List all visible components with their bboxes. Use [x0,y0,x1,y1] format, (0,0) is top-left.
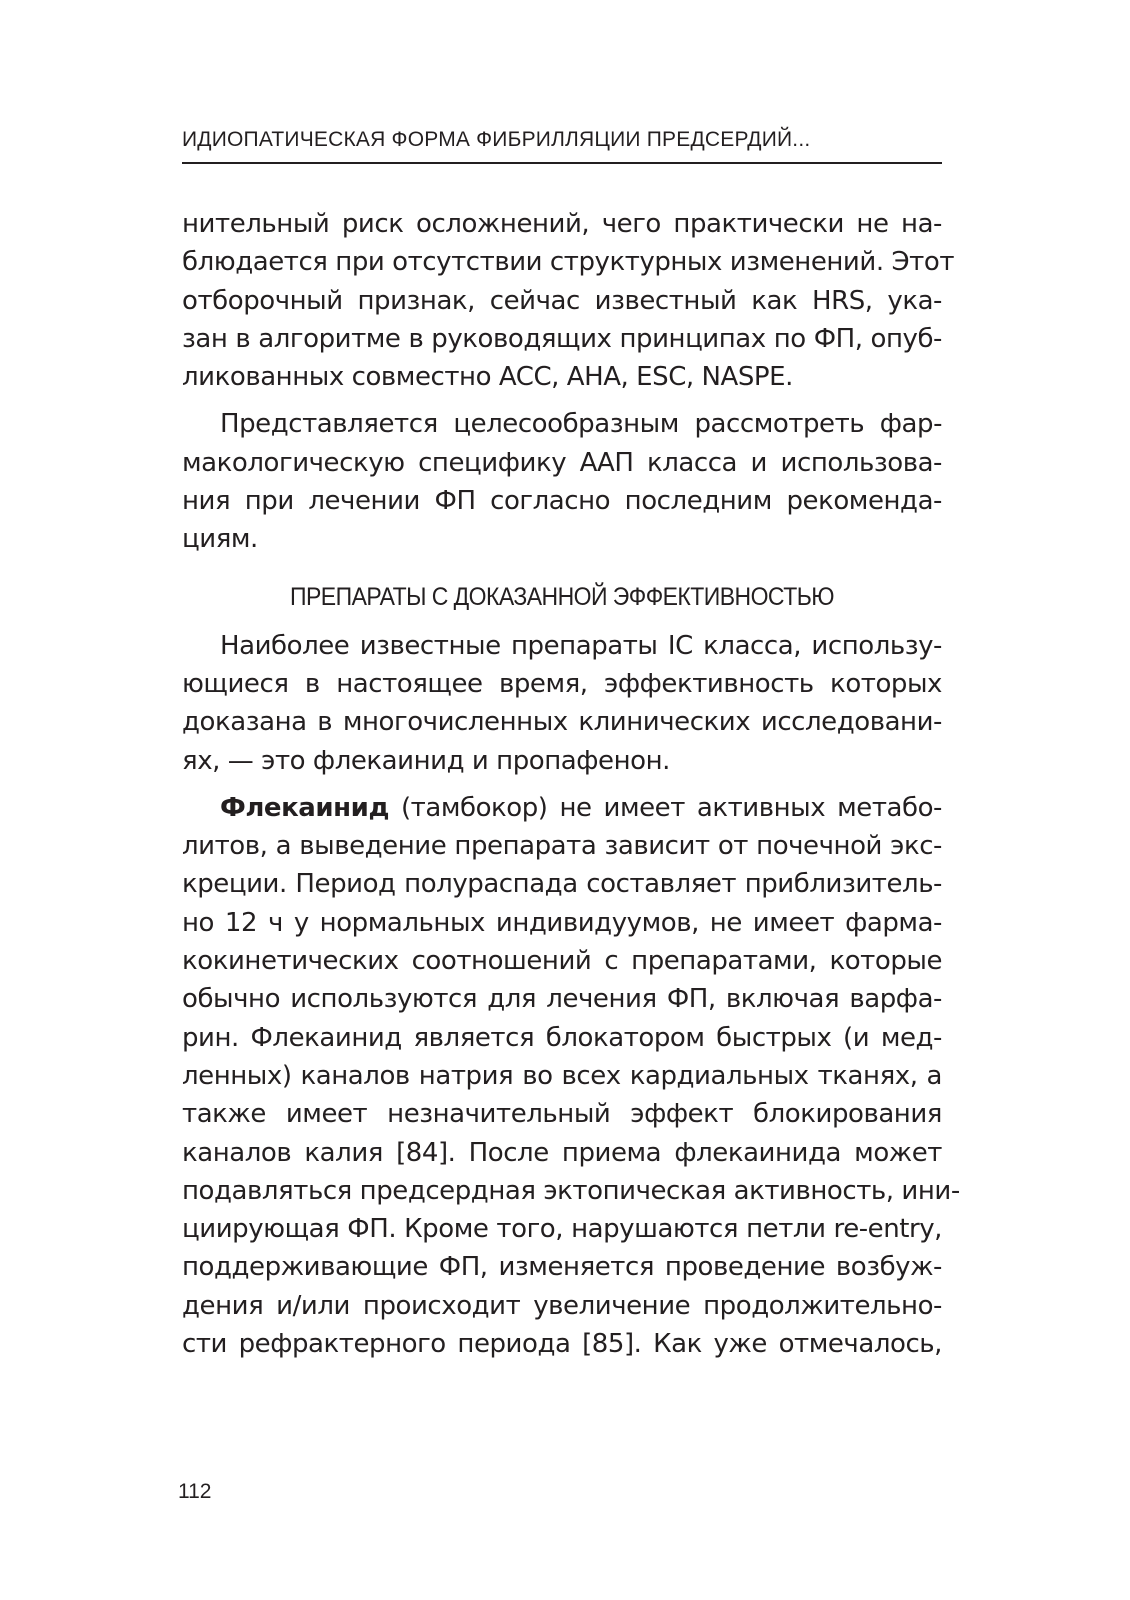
text-line: циирующая ФП. Кроме того, нарушаются петли re-entry, [182,1214,942,1245]
section-heading: ПРЕПАРАТЫ С ДОКАЗАННОЙ ЭФФЕКТИВНОСТЬЮ [290,582,834,611]
text-line: Представляется целесообразным рассмотреть фар- [220,409,942,440]
text-line: подавляться предсердная эктопическая активность, ини- [182,1175,960,1206]
text-line: сти рефрактерного периода [85]. Как уже отмечалось, [182,1329,942,1360]
text-line: ях, — это флекаинид и пропафенон. [182,745,670,776]
page-number: 112 [178,1480,212,1503]
text-line: рин. Флекаинид является блокатором быстрых (и мед- [182,1022,942,1053]
text-line: поддерживающие ФП, изменяется проведение возбуж- [182,1252,942,1283]
text-line: ния при лечении ФП согласно последним рекоменда- [182,486,942,517]
text-line: литов, а выведение препарата зависит от почечной экс- [182,831,942,862]
text-line: нительный риск осложнений, чего практически не на- [182,209,942,239]
text-line: зан в алгоритме в руководящих принципах по ФП, опуб- [182,323,942,354]
term-flecainide: Флекаинид [220,792,389,823]
text-line: блюдается при отсутствии структурных изменений. Этот [182,247,955,278]
text-line: кокинетических соотношений с препаратами, которые [182,946,942,977]
text-line: дения и/или происходит увеличение продолжительно- [182,1290,942,1321]
text-line: креции. Период полураспада составляет приблизитель- [182,869,942,900]
text-line: ющиеся в настоящее время, эффективность которых [182,668,942,699]
paragraph-1 [182,205,955,396]
text-line: Наиболее известные препараты IC класса, использу- [220,630,942,661]
running-head: ИДИОПАТИЧЕСКАЯ ФОРМА ФИБРИЛЛЯЦИИ ПРЕДСЕРДИЙ... [182,120,942,164]
text-line: ликованных совместно ACC, AHA, ESC, NASPE. [182,362,793,393]
text-line: циям. [182,524,258,555]
text-line: отборочный признак, сейчас известный как HRS, ука- [182,285,942,316]
text-line: но 12 ч у нормальных индивидуумов, не имеет фарма- [182,907,942,938]
text-run: (тамбокор) не имеет активных метабо- [389,792,942,823]
paragraph-3 [182,627,942,780]
text-line: каналов калия [84]. После приема флекаинида может [182,1137,942,1168]
text-line: доказана в многочисленных клинических исследовани- [182,707,942,738]
body-text [182,205,960,1363]
text-line: макологическую специфику ААП класса и использова- [182,447,942,478]
text-line: обычно используются для лечения ФП, включая варфа- [182,984,942,1015]
text-line [182,789,942,827]
text-line: также имеет незначительный эффект блокирования [182,1099,942,1130]
paragraph-2 [182,405,942,558]
text-line: ленных) каналов натрия во всех кардиальных тканях, а [182,1060,942,1091]
paragraph-4 [182,789,960,1363]
